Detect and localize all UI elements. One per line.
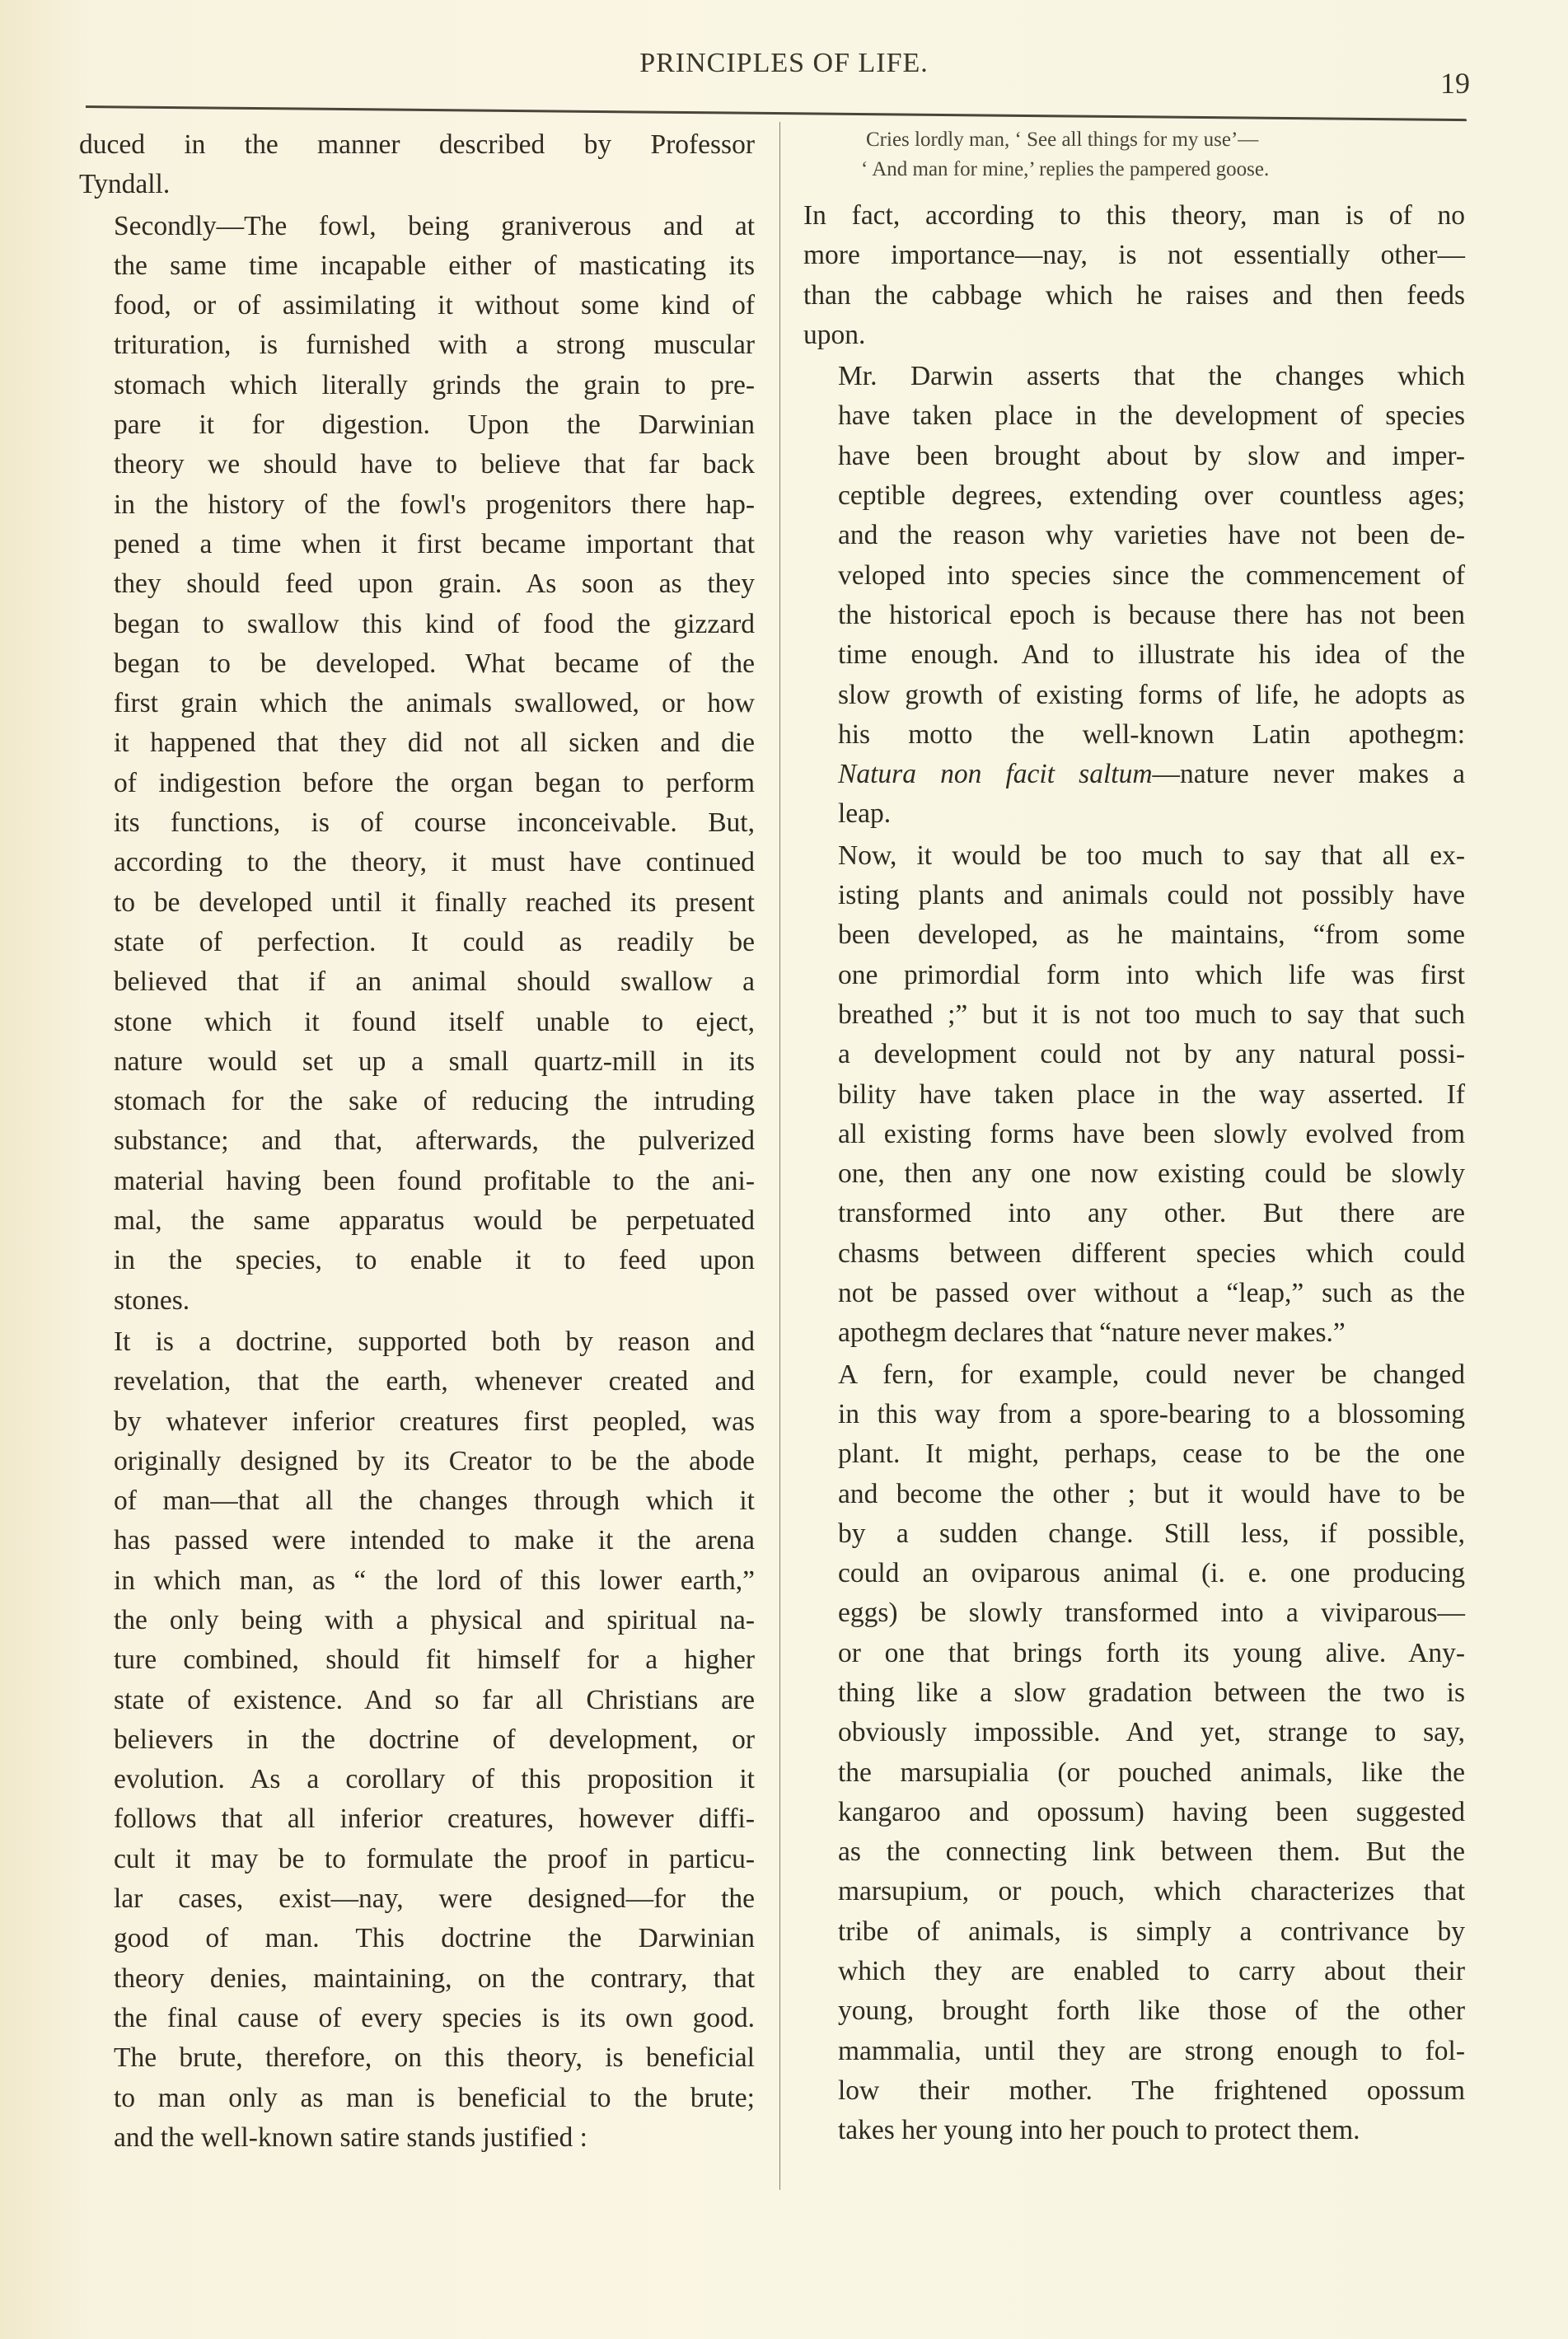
verse-line: ‘ And man for mine,’ replies the pampered goose. (861, 158, 1270, 180)
column-divider (779, 122, 780, 2190)
text-line: slow growth of existing forms of life, he adopts as (838, 679, 1465, 710)
text-line: it happened that they did not all sicken and die (114, 727, 755, 759)
text-line: Secondly—The fowl, being graniverous and at (114, 210, 755, 241)
text-line: The brute, therefore, on this theory, is beneficial (114, 2042, 755, 2074)
text-line: trituration, is furnished with a strong muscular (114, 330, 755, 361)
text-line: plant. It might, perhaps, cease to be the one (838, 1438, 1465, 1470)
text-line: kangaroo and opossum) having been suggested (838, 1796, 1465, 1827)
paragraph (79, 125, 755, 205)
text-line: could an oviparous animal (i. e. one producing (838, 1558, 1465, 1589)
text-line: of man—that all the changes through which it (114, 1485, 755, 1517)
text-line: to man only as man is beneficial to the brute; (114, 2082, 755, 2113)
text-line: the only being with a physical and spiritual na- (114, 1604, 755, 1635)
text-line: his motto the well-known Latin apothegm: (838, 718, 1465, 750)
text-line: thing like a slow gradation between the two is (838, 1677, 1465, 1708)
text-line: began to swallow this kind of food the gizzard (114, 608, 755, 639)
paragraph (803, 357, 1465, 835)
text-line: by a sudden change. Still less, if possible, (838, 1518, 1465, 1549)
text-line: upon. (803, 319, 866, 350)
text-line: than the cabbage which he raises and then feeds (803, 279, 1465, 311)
text-line: lar cases, exist—nay, were designed—for the (114, 1883, 755, 1915)
text-line: chasms between different species which could (838, 1237, 1465, 1269)
text-line: one, then any one now existing could be slowly (838, 1158, 1465, 1190)
text-line: pened a time when it first became important that (114, 528, 755, 559)
text-line: a development could not by any natural possi- (838, 1039, 1465, 1070)
text-line: marsupium, or pouch, which characterizes that (838, 1876, 1465, 1907)
text-line: not be passed over without a “leap,” such as the (838, 1278, 1465, 1309)
text-line: the historical epoch is because there has not been (838, 599, 1465, 630)
text-line: stomach for the sake of reducing the intruding (114, 1086, 755, 1117)
text-line: food, or of assimilating it without some kind of (114, 290, 755, 321)
text-line: according to the theory, it must have continued (114, 847, 755, 878)
motto-translation: —nature never makes a (1152, 759, 1465, 790)
text-line: It is a doctrine, supported both by reason and (114, 1326, 755, 1357)
text-line: and the reason why varieties have not been de- (838, 520, 1465, 551)
text-line: believed that if an animal should swallow a (114, 966, 755, 998)
text-line: eggs) be slowly transformed into a viviparous— (838, 1598, 1465, 1629)
text-line: ture combined, should fit himself for a higher (114, 1644, 755, 1676)
text-line: A fern, for example, could never be changed (838, 1359, 1465, 1390)
text-line: stone which it found itself unable to eject, (114, 1006, 755, 1037)
paragraph (803, 836, 1465, 1354)
text-line: in which man, as “ the lord of this lower earth,” (114, 1565, 755, 1596)
text-line: pare it for digestion. Upon the Darwinian (114, 409, 755, 441)
paragraph-lines (803, 357, 1465, 755)
text-line: have taken place in the development of species (838, 400, 1465, 432)
text-line: state of perfection. It could as readily be (114, 926, 755, 957)
text-line: in this way from a spore-bearing to a blossoming (838, 1398, 1465, 1429)
latin-motto: Natura non facit saltum (838, 759, 1153, 790)
text-line: in the history of the fowl's progenitors there hap- (114, 489, 755, 520)
text-line: nature would set up a small quartz-mill in its (114, 1046, 755, 1077)
text-line: and the well-known satire stands justified : (114, 2121, 587, 2153)
text-line: isting plants and animals could not possibly have (838, 880, 1465, 911)
text-line: cult it may be to formulate the proof in particu- (114, 1843, 755, 1874)
text-line: or one that brings forth its young alive. Any- (838, 1637, 1465, 1668)
text-line: obviously impossible. And yet, strange to say, (838, 1717, 1465, 1748)
text-line: substance; and that, afterwards, the pulverized (114, 1125, 755, 1157)
text-line: bility have taken place in the way asserted. If (838, 1078, 1465, 1110)
paragraph (79, 1322, 755, 2158)
text-line: which they are enabled to carry about their (838, 1956, 1465, 1987)
paragraph (803, 1355, 1465, 2151)
text-line: they should feed upon grain. As soon as they (114, 568, 755, 600)
text-line: apothegm declares that “nature never makes.” (838, 1317, 1346, 1349)
text-line: good of man. This doctrine the Darwinian (114, 1923, 755, 1954)
text-line: mal, the same apparatus would be perpetuated (114, 1205, 755, 1237)
text-line: stones. (114, 1284, 190, 1316)
text-line: in the species, to enable it to feed upon (114, 1245, 755, 1276)
text-line: Now, it would be too much to say that all ex- (838, 840, 1465, 871)
text-line: one primordial form into which life was first (838, 959, 1465, 990)
text-line: ceptible degrees, extending over countless ages; (838, 480, 1465, 512)
text-line: by whatever inferior creatures first peopled, was (114, 1406, 755, 1437)
text-line: low their mother. The frightened opossum (838, 2075, 1465, 2106)
text-line: have been brought about by slow and imper- (838, 440, 1465, 471)
text-line: state of existence. And so far all Christians are (114, 1684, 755, 1715)
text-line: first grain which the animals swallowed, or how (114, 688, 755, 719)
text-line (803, 755, 1465, 794)
text-line: its functions, is of course inconceivable. But, (114, 807, 755, 839)
text-line: leap. (838, 798, 892, 830)
text-line: material having been found profitable to the ani- (114, 1165, 755, 1196)
text-line: mammalia, until they are strong enough to fol- (838, 2035, 1465, 2066)
text-line: tribe of animals, is simply a contrivance by (838, 1916, 1465, 1947)
text-line: theory we should have to believe that far back (114, 449, 755, 480)
text-line: transformed into any other. But there are (838, 1198, 1465, 1229)
paragraph (79, 207, 755, 1321)
text-line: revelation, that the earth, whenever created and (114, 1366, 755, 1397)
text-line: of indigestion before the organ began to perform (114, 767, 755, 798)
text-line: young, brought forth like those of the other (838, 1995, 1465, 2027)
text-line: and become the other ; but it would have to be (838, 1478, 1465, 1509)
text-line: theory denies, maintaining, on the contrary, that (114, 1962, 755, 1994)
text-line: began to be developed. What became of the (114, 648, 755, 679)
verse-line: Cries lordly man, ‘ See all things for my use’— (866, 129, 1259, 151)
text-line: to be developed until it finally reached its present (114, 886, 755, 918)
text-line: Mr. Darwin asserts that the changes which (838, 361, 1465, 392)
text-line: Tyndall. (79, 169, 171, 200)
left-column (79, 125, 755, 2158)
text-line: the marsupialia (or pouched animals, like the (838, 1757, 1465, 1788)
text-line: more importance—nay, is not essentially other— (803, 240, 1465, 271)
text-line: time enough. And to illustrate his idea of the (838, 639, 1465, 671)
right-column (803, 125, 1465, 2151)
text-line: been developed, as he maintains, “from some (838, 919, 1465, 951)
text-line: veloped into species since the commencement of (838, 559, 1465, 591)
text-line: all existing forms have been slowly evolved from (838, 1118, 1465, 1149)
text-line: follows that all inferior creatures, however diffi- (114, 1803, 755, 1835)
text-line: stomach which literally grinds the grain to pre- (114, 369, 755, 400)
verse-quote (803, 125, 1465, 185)
text-line: In fact, according to this theory, man is of no (803, 200, 1465, 231)
paragraph (803, 196, 1465, 355)
text-line: believers in the doctrine of development, or (114, 1724, 755, 1755)
running-title: PRINCIPLES OF LIFE. (639, 48, 929, 78)
text-line: the final cause of every species is its own good. (114, 2002, 755, 2033)
text-line: duced in the manner described by Professor (79, 129, 755, 160)
text-line: takes her young into her pouch to protect them. (838, 2115, 1360, 2146)
text-line: the same time incapable either of masticating its (114, 250, 755, 281)
text-line: originally designed by its Creator to be the abode (114, 1445, 755, 1476)
text-line: evolution. As a corollary of this proposition it (114, 1764, 755, 1795)
text-line: as the connecting link between them. But the (838, 1836, 1465, 1868)
text-line: breathed ;” but it is not too much to say that such (838, 999, 1465, 1030)
text-line: has passed were intended to make it the arena (114, 1525, 755, 1556)
page-number: 19 (1440, 67, 1470, 100)
